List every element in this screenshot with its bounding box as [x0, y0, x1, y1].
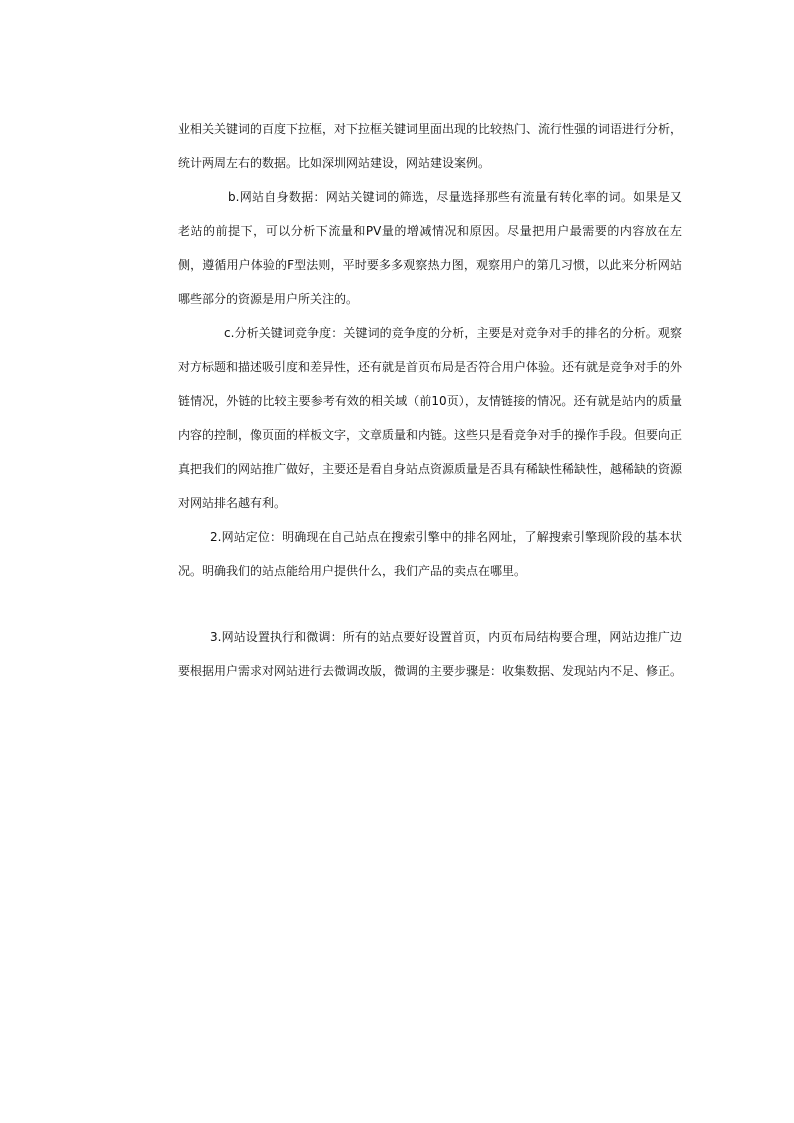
paragraph-site-positioning: 2.网站定位：明确现在自己站点在搜索引擎中的排名网址，了解搜索引擎现阶段的基本状况。明确我们的站点能给用户提供什么，我们产品的卖点在哪里。	[178, 530, 682, 578]
paragraph-site-data: b.网站自身数据：网站关键词的筛选，尽量选择那些有流量有转化率的词。如果是又老站的前提下，可以分析下流量和PV量的增减情况和原因。尽量把用户最需要的内容放在左侧，遵循用户体验的F型法则，平时要多多观察热力图，观察用户的第几习惯，以此来分析网站哪些部分的资源是用户所关注的。	[178, 190, 682, 306]
document-body	[178, 112, 682, 688]
paragraph-keyword-dropdown: 业相关关键词的百度下拉框，对下拉框关键词里面出现的比较热门、流行性强的词语进行分析，统计两周左右的数据。比如深圳网站建设，网站建设案例。	[178, 122, 683, 170]
paragraph-site-tuning: 3.网站设置执行和微调：所有的站点要好设置首页，内页布局结构要合理，网站边推广边要根据用户需求对网站进行去微调改版，微调的主要步骤是：收集数据、发现站内不足、修正。	[178, 630, 683, 678]
paragraph-keyword-competition: c.分析关键词竞争度：关键词的竞争度的分析，主要是对竞争对手的排名的分析。观察对方标题和描述吸引度和差异性，还有就是首页布局是否符合用户体验。还有就是竞争对手的外链情况，外链的比较主要参考有效的相关域（前10页），友情链接的情况。还有就是站内的质量内容的控制，像页面的样板文字，文章质量和内链。这些只是看竞争对手的操作手段。但要向正真把我们的网站推广做好，主要还是看自身站点资源质量是否具有稀缺性稀缺性，越稀缺的资源对网站排名越有利。	[178, 326, 683, 510]
paragraph-gap	[178, 588, 682, 620]
